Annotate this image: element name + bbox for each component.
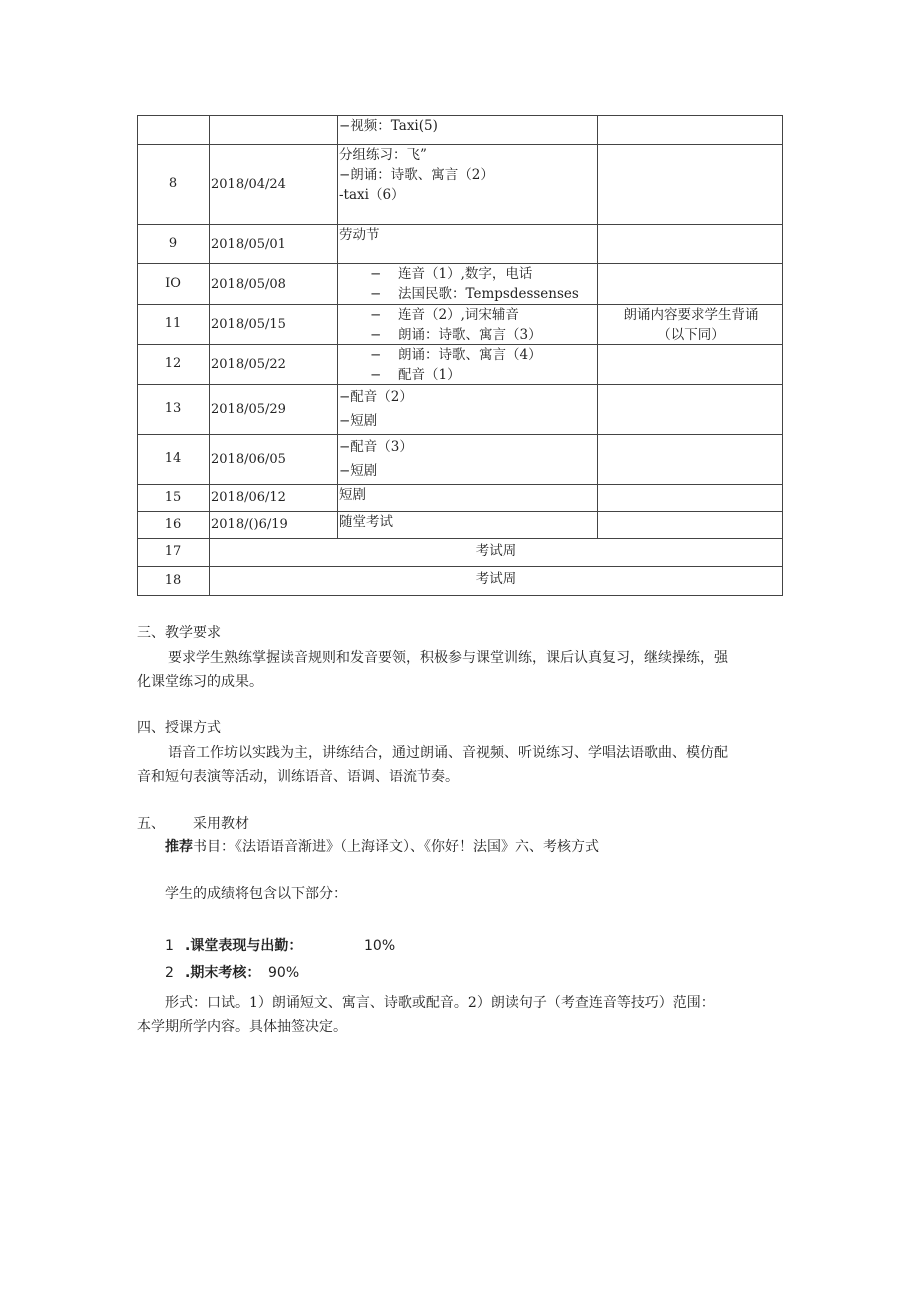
content-text: −配音（3） bbox=[339, 439, 413, 455]
content-text: −视频：Taxi(5) bbox=[339, 118, 438, 134]
table-rule-v-1 bbox=[209, 115, 210, 595]
content-text: −短剧 bbox=[339, 463, 378, 479]
content-line bbox=[339, 485, 366, 505]
row-date: 2018/05/08 bbox=[211, 276, 286, 292]
content-line bbox=[339, 264, 579, 284]
bullet-dash: − bbox=[370, 327, 382, 343]
row-number: 11 bbox=[164, 316, 182, 331]
row-date: 2018/04/24 bbox=[211, 177, 286, 192]
content-text: −朗诵：诗歌、寓言（2） bbox=[339, 167, 494, 183]
table-rule-h-10 bbox=[137, 538, 783, 539]
table-rule-h-9 bbox=[137, 511, 783, 512]
bullet-dash: − bbox=[370, 367, 382, 383]
content-line bbox=[339, 116, 438, 136]
table-rule-h-12 bbox=[137, 595, 783, 596]
row-content bbox=[339, 512, 393, 532]
content-text: −短剧 bbox=[339, 413, 378, 429]
exam-week-cell: 考试周 bbox=[475, 571, 517, 587]
content-text: -taxi（6） bbox=[339, 187, 405, 203]
section-3-paragraph-line-2: 化课堂练习的成果。 bbox=[137, 674, 263, 690]
content-text: 劳动节 bbox=[339, 227, 380, 243]
row-date: 2018/06/12 bbox=[211, 489, 286, 505]
content-text: 连音（2）,词宋辅音 bbox=[398, 307, 519, 323]
exam-form-line-1: 形式：口试。1）朗诵短文、寓言、诗歌或配音。2）朗读句子（考查连音等技巧）范围： bbox=[165, 995, 715, 1011]
bullet-dash: − bbox=[370, 286, 382, 302]
recommend-text: 书目：《法语语音渐进》（上海译文）、《你好！法国》六、考核方式 bbox=[193, 839, 599, 855]
row-number: 9 bbox=[168, 235, 178, 251]
content-line bbox=[339, 325, 542, 345]
schedule-table bbox=[137, 115, 783, 595]
content-line bbox=[339, 385, 413, 409]
row-content bbox=[339, 485, 366, 505]
row-content bbox=[339, 116, 438, 136]
row-date: 2018/05/01 bbox=[211, 236, 286, 252]
content-line bbox=[339, 512, 393, 532]
table-rule-v-3 bbox=[597, 115, 598, 538]
row-number: 14 bbox=[164, 451, 182, 466]
section-5-heading-number: 五、 bbox=[137, 816, 165, 832]
row-number: IO bbox=[165, 275, 181, 291]
content-line bbox=[339, 305, 542, 325]
table-rule-h-11 bbox=[137, 566, 783, 567]
content-text: −配音（2） bbox=[339, 389, 413, 405]
exam-week-cell: 考试周 bbox=[475, 543, 517, 559]
exam-form-line-2: 本学期所学内容。具体抽签决定。 bbox=[137, 1019, 347, 1035]
table-rule-h-0 bbox=[137, 115, 783, 116]
content-line bbox=[339, 345, 542, 365]
content-line bbox=[339, 185, 494, 205]
row-content bbox=[339, 345, 542, 385]
bullet-dash: − bbox=[370, 307, 382, 323]
remark-line: （以下同） bbox=[657, 327, 725, 343]
row-number: 18 bbox=[164, 572, 182, 588]
section-3-heading: 三、教学要求 bbox=[137, 625, 221, 641]
grading-item-2-value: 90% bbox=[268, 965, 300, 981]
recommend-label: 推荐 bbox=[165, 839, 193, 855]
table-rule-v-2 bbox=[337, 115, 338, 538]
row-content bbox=[339, 225, 380, 245]
recommended-books bbox=[165, 835, 599, 859]
content-text: 配音（1） bbox=[398, 367, 461, 383]
content-text: 连音（1）,数字，电话 bbox=[398, 266, 533, 282]
row-number: 17 bbox=[164, 544, 182, 559]
grading-intro: 学生的成绩将包含以下部分： bbox=[165, 886, 347, 902]
table-rule-v-4 bbox=[782, 115, 783, 595]
content-line bbox=[339, 225, 380, 245]
content-line bbox=[339, 435, 413, 459]
section-4-paragraph-line-1: 语音工作坊以实践为主，讲练结合，通过朗诵、音视频、听说练习、学唱法语歌曲、模仿配 bbox=[168, 745, 728, 761]
table-rule-h-2 bbox=[137, 224, 783, 225]
row-date: 2018/05/29 bbox=[211, 402, 286, 417]
section-3-paragraph-line-1: 要求学生熟练掌握读音规则和发音要领，积极参与课堂训练，课后认真复习，继续操练，强 bbox=[168, 650, 728, 666]
content-line bbox=[339, 284, 579, 304]
content-text: 随堂考试 bbox=[339, 514, 393, 530]
content-text: 朗诵：诗歌、寓言（3） bbox=[398, 327, 542, 343]
row-number: 12 bbox=[164, 356, 182, 371]
content-line bbox=[339, 409, 413, 433]
row-number: 8 bbox=[168, 176, 178, 191]
content-text: 朗诵：诗歌、寓言（4） bbox=[398, 347, 542, 363]
row-number: 15 bbox=[164, 489, 182, 505]
row-number: 13 bbox=[164, 401, 182, 416]
table-rule-h-8 bbox=[137, 484, 783, 485]
section-4-heading: 四、授课方式 bbox=[137, 720, 221, 736]
content-line bbox=[339, 145, 494, 165]
row-content bbox=[339, 145, 494, 205]
grading-item-1-number: 1 bbox=[165, 938, 174, 954]
content-line bbox=[339, 365, 542, 385]
table-rule-h-7 bbox=[137, 434, 783, 435]
row-content bbox=[339, 264, 579, 304]
section-5-heading-text: 采用教材 bbox=[193, 816, 249, 832]
content-line bbox=[339, 459, 413, 483]
content-line bbox=[339, 165, 494, 185]
row-date: 2018/()6/19 bbox=[211, 516, 288, 532]
row-date: 2018/05/22 bbox=[211, 357, 286, 372]
content-text: 分组练习：飞” bbox=[339, 147, 427, 163]
bullet-dash: − bbox=[370, 266, 382, 282]
row-content bbox=[339, 385, 413, 433]
row-content bbox=[339, 435, 413, 483]
grading-item-2-number: 2 bbox=[165, 965, 174, 981]
content-text: 法国民歌：Tempsdessenses bbox=[398, 286, 579, 302]
grading-item-2-label: .期末考核： bbox=[185, 965, 261, 981]
row-content bbox=[339, 305, 542, 345]
bullet-dash: − bbox=[370, 347, 382, 363]
section-4-paragraph-line-2: 音和短句表演等活动，训练语音、语调、语流节奏。 bbox=[137, 769, 459, 785]
content-text: 短剧 bbox=[339, 487, 366, 503]
row-number: 16 bbox=[164, 516, 182, 532]
row-date: 2018/06/05 bbox=[211, 452, 286, 467]
grading-item-1-value: 10% bbox=[364, 938, 396, 954]
remark-line: 朗诵内容要求学生背诵 bbox=[623, 307, 759, 323]
row-remark bbox=[599, 305, 783, 345]
row-date: 2018/05/15 bbox=[211, 317, 286, 332]
grading-item-1-label: .课堂表现与出勤： bbox=[185, 938, 303, 954]
